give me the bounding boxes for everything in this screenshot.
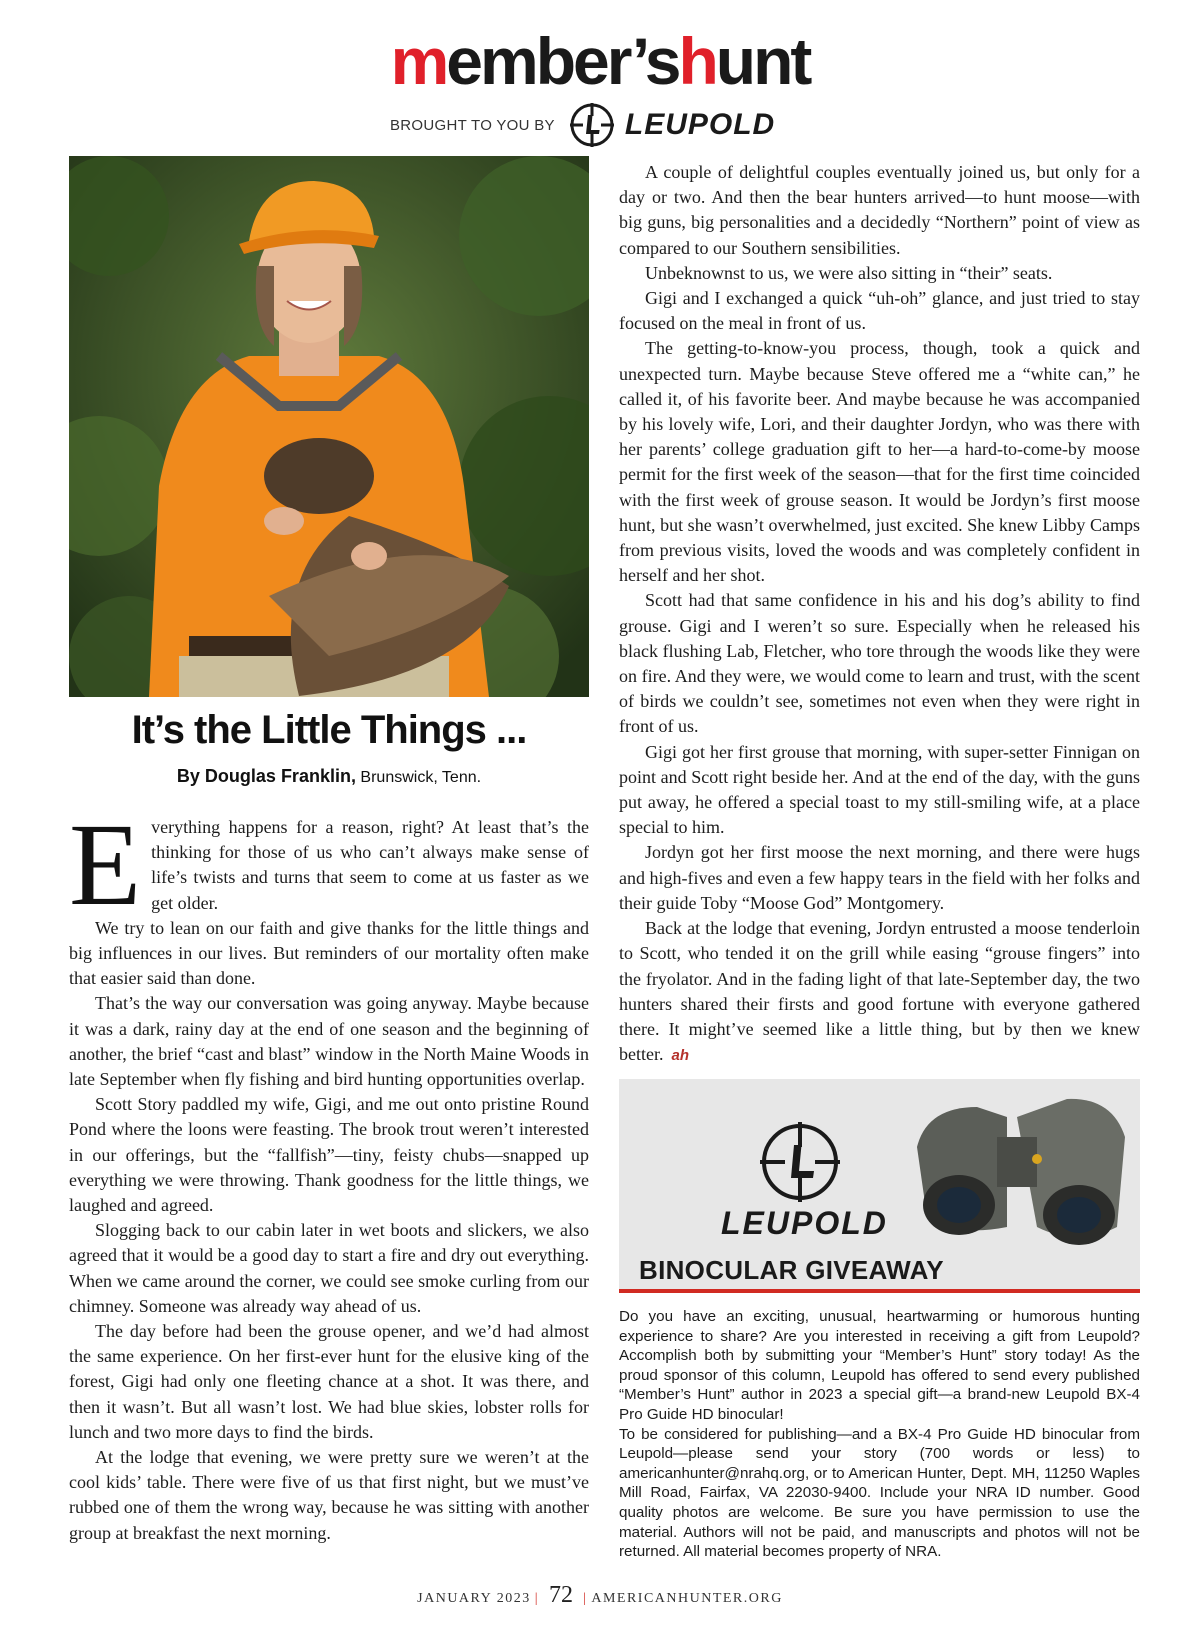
drop-cap: E bbox=[69, 799, 142, 930]
paragraph: Gigi and I exchanged a quick “uh-oh” glance, and just tried to stay focused on the meal in front of us. bbox=[619, 288, 1140, 334]
separator: | bbox=[583, 1591, 588, 1606]
title-part: ember’s bbox=[446, 24, 679, 98]
section-title bbox=[0, 24, 1200, 98]
brought-by-label: BROUGHT TO YOU BY bbox=[390, 116, 555, 134]
paragraph-text: verything happens for a reason, right? At least that’s the thinking for those of us who can’t always make sense of life’s twists and turns that seem to come at us faster as we get older. bbox=[151, 817, 589, 913]
giveaway-paragraph: Do you have an exciting, unusual, heartwarming or humorous hunting experience to share? Are you interested in receiving a gift from Leupold? Accomplish both by submitting your “Member’s Hunt” story today! As the proud sponsor of this column, Leupold has offered to send every published “Member’s Hunt” author in 2023 a special gift—a brand-new Leupold BX-4 Pro Guide HD binocular! bbox=[619, 1308, 1140, 1423]
left-column bbox=[69, 799, 589, 1546]
sponsor-wordmark: LEUPOLD bbox=[624, 108, 776, 141]
giveaway-title: BINOCULAR GIVEAWAY bbox=[639, 1255, 944, 1285]
paragraph: The day before had been the grouse opener, and we’d had almost the same experience. On her first-ever hunt for the elusive king of the forest, Gigi had only one fleeting chance at a shot. It was there, and then it wasn’t. But all wasn’t lost. We had blue skies, lobster rolls for lunch and two more days to find the birds. bbox=[69, 1321, 589, 1442]
author-location: Brunswick, Tenn. bbox=[360, 769, 482, 786]
paragraph: We try to lean on our faith and give thanks for the little things and big influences in our lives. But reminders of our mortality often make that easier said than done. bbox=[69, 917, 589, 989]
end-mark: ah bbox=[671, 1047, 689, 1065]
paragraph: Scott Story paddled my wife, Gigi, and me out onto pristine Round Pond where the loons were feasting. The brook trout weren’t interested in our offerings, but the “fallfish”—tiny, feisty chubs—snapped up everything we were throwing. Thank goodness for the little things, we laughed and agreed. bbox=[69, 1094, 589, 1216]
binocular-image bbox=[897, 1087, 1137, 1257]
sponsor-line bbox=[390, 102, 775, 148]
page-number: 72 bbox=[549, 1582, 574, 1608]
paragraph: A couple of delightful couples eventually joined us, but only for a day or two. And then the bear hunters arrived—to hunt moose—with big guns, big personalities and a decidedly “Northern” point of view as compared to our Southern sensibilities. bbox=[619, 162, 1140, 258]
right-column bbox=[619, 160, 1140, 1068]
hunter-photo bbox=[69, 156, 589, 697]
paragraph bbox=[69, 799, 589, 930]
paragraph: Gigi got her first grouse that morning, with super-setter Finnigan on point and Scott right beside her. And at the end of the day, with the guns put away, he offered a special toast to my still-smiling wife, at a place special to him. bbox=[619, 741, 1140, 838]
article-headline: It’s the Little Things ... bbox=[131, 708, 527, 752]
giveaway-paragraph: To be considered for publishing—and a BX-4 Pro Guide HD binocular from Leupold—please send your story (700 words or less) to americanhunter@nrahq.org, or to American Hunter, Dept. MH, 11250 Waples Mill Road, Fairfax, VA 22030-9400. Include your NRA ID number. Good quality photos are welcome. Be sure you have permission to use the material. Authors will not be paid, and manuscripts and photos will not be returned. All material becomes property of NRA. bbox=[619, 1425, 1140, 1561]
paragraph: That’s the way our conversation was going anyway. Maybe because it was a dark, rainy day at the end of one season and the beginning of another, the brief “cast and blast” window in the North Maine Woods in late September when fly fishing and bird hunting opportunities overlap. bbox=[69, 993, 589, 1090]
masthead bbox=[0, 24, 1200, 98]
issue-date: JANUARY 2023 bbox=[417, 1591, 531, 1606]
website: AMERICANHUNTER.ORG bbox=[591, 1591, 783, 1606]
giveaway-banner bbox=[619, 1079, 1140, 1289]
author-name: By Douglas Franklin, bbox=[176, 766, 356, 786]
title-part: m bbox=[390, 24, 447, 98]
paragraph: Scott had that same confidence in his and his dog’s ability to find grouse. Gigi and I weren’t so sure. Especially when he released his black flushing Lab, Fletcher, who tore through the woods like they were on fire. And they were, we would come to learn and trust, with the scent of birds we couldn’t see, sometimes not even when they were right in front of us. bbox=[619, 590, 1140, 737]
paragraph: At the lodge that evening, we were pretty sure we weren’t at the cool kids’ table. There were five of us that first night, but we must’ve rubbed one of them the wrong way, because he was sitting with another group at breakfast the next morning. bbox=[69, 1447, 589, 1543]
leupold-reticle-icon bbox=[759, 1121, 841, 1203]
giveaway-text bbox=[619, 1307, 1140, 1562]
separator: | bbox=[534, 1591, 540, 1606]
title-part: h bbox=[678, 24, 716, 98]
giveaway-brand: LEUPOLD bbox=[721, 1205, 888, 1241]
paragraph: Slogging back to our cabin later in wet boots and slickers, we also agreed that it would be a good day to start a fire and dry out everything. When we came around the corner, we could see smoke curling from our chimney. Someone was already way ahead of us. bbox=[69, 1220, 589, 1316]
paragraph: Unbeknownst to us, we were also sitting in “their” seats. bbox=[645, 262, 1053, 283]
paragraph: Jordyn got her first moose the next morning, and there were hugs and high-fives and even a few happy tears in the field with her folks and their guide Toby “Moose God” Montgomery. bbox=[619, 842, 1140, 913]
paragraph: The getting-to-know-you process, though, took a quick and unexpected turn. Maybe because Steve offered me a “white can,” he called it, of his favorite beer. And maybe because he was accompanied by his lovely wife, Lori, and their daughter Jordyn, who was there with her parents’ college graduation gift to her—a hard-to-come-by moose permit for the first week of the season—that for the first time coincided with the first week of grouse season. It would be Jordyn’s first moose hunt, but she wasn’t overwhelmed, just excited. She knew Libby Camps from previous visits, loved the woods and was completely confident in herself and her shot. bbox=[619, 338, 1140, 586]
leupold-reticle-icon bbox=[569, 102, 615, 148]
paragraph-text: Back at the lodge that evening, Jordyn entrusted a moose tenderloin to Scott, who tended it on the grill while easing “grouse fingers” into the fryolator. And in the fading light of that late-September day, the two hunters shared their firsts and good fortune with everyone gathered there. It might’ve seemed like a little thing, but by then we knew better. bbox=[619, 918, 1140, 1065]
paragraph bbox=[619, 916, 1140, 1068]
page-footer bbox=[0, 1582, 1200, 1609]
title-part: unt bbox=[715, 24, 810, 98]
byline bbox=[69, 766, 589, 787]
divider bbox=[619, 1289, 1140, 1293]
